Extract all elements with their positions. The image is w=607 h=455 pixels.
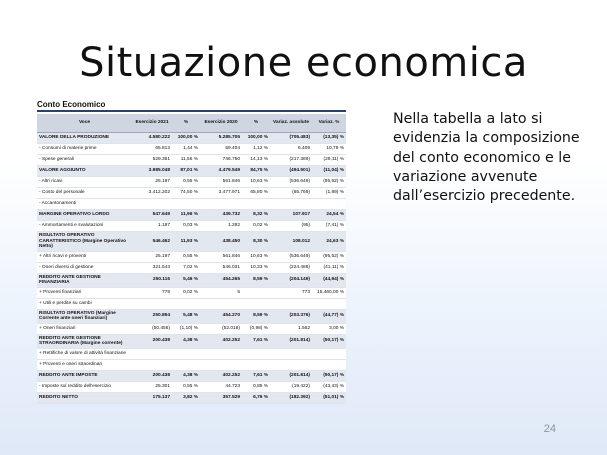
table-cell: 321.543 [132, 262, 172, 273]
table-cell [312, 348, 346, 359]
table-cell: 5 [200, 287, 242, 298]
table-cell: 1.187 [132, 221, 172, 232]
row-label: + Utili e perdite su cambi [37, 298, 132, 309]
table-cell: (44,77) % [312, 309, 346, 323]
table-cell: 6,76 % [242, 392, 270, 403]
table-cell: 357.529 [200, 392, 242, 403]
table-cell: 438.450 [200, 232, 242, 252]
row-label: RISULTATO OPERATIVO (Margine Corrente ante oneri finanziari) [37, 309, 132, 323]
table-cell: 773 [270, 287, 312, 298]
table-cell [172, 298, 200, 309]
row-label: VALORE DELLA PRODUZIONE [37, 133, 132, 144]
table-row [37, 359, 346, 370]
table-cell: 3,82 % [172, 392, 200, 403]
table-cell: 100,00 % [172, 133, 200, 144]
row-label: + Oneri finanziari [37, 323, 132, 334]
table-row [37, 251, 346, 262]
table-cell: 547.649 [132, 210, 172, 221]
table-cell: (536.649) [270, 251, 312, 262]
table-cell: 8,59 % [242, 309, 270, 323]
table-cell: 11,56 % [172, 155, 200, 166]
row-label: - Oneri diversi di gestione [37, 262, 132, 273]
table-cell: 7,61 % [242, 370, 270, 381]
table-caption: Conto Economico [37, 100, 346, 112]
table-cell: 0,85 % [242, 381, 270, 392]
table-cell [200, 348, 242, 359]
page-number: 24 [543, 423, 556, 435]
table-cell: 65,80 % [242, 188, 270, 199]
table-cell: 65.813 [132, 144, 172, 155]
table-cell: (51,01) % [312, 392, 346, 403]
table-cell [270, 199, 312, 210]
table-cell: (29,11) % [312, 155, 346, 166]
table-cell: 0,02 % [242, 221, 270, 232]
table-cell: 25.197 [132, 177, 172, 188]
table-cell [242, 287, 270, 298]
table-cell: 59.404 [200, 144, 242, 155]
table-cell: 3,00 % [312, 323, 346, 334]
table-cell: (65.769) [270, 188, 312, 199]
table-cell [132, 199, 172, 210]
table-cell: 4.479.549 [200, 166, 242, 177]
table-row-total [37, 210, 346, 221]
table-cell [172, 359, 200, 370]
table-row-total [37, 309, 346, 323]
column-header: Esercizio 2021 [132, 114, 172, 133]
table-cell: 25.197 [132, 251, 172, 262]
table-cell: (7,41) % [312, 221, 346, 232]
table-cell: 74,50 % [172, 188, 200, 199]
table-cell: 0,55 % [172, 381, 200, 392]
table-cell: 8,32 % [242, 210, 270, 221]
table-cell: 84,75 % [242, 166, 270, 177]
table-cell: (50.456) [132, 323, 172, 334]
table-row [37, 287, 346, 298]
table-cell: 24,63 % [312, 232, 346, 252]
table-cell: 0,55 % [172, 251, 200, 262]
table-cell: 3.412.202 [132, 188, 172, 199]
row-label: - Consumi di materie prime [37, 144, 132, 155]
table-row [37, 199, 346, 210]
table-cell: 4,38 % [172, 370, 200, 381]
table-row-total [37, 392, 346, 403]
table-cell [312, 199, 346, 210]
table-cell: 546.462 [132, 232, 172, 252]
table-row [37, 221, 346, 232]
table-cell: (536.649) [270, 177, 312, 188]
row-label: MARGINE OPERATIVO LORDO [37, 210, 132, 221]
table-cell: (95,52) % [312, 177, 346, 188]
table-cell: 1,12 % [242, 144, 270, 155]
table-cell [200, 298, 242, 309]
table-cell: (43,43) % [312, 381, 346, 392]
table-cell: (204.149) [270, 273, 312, 287]
table-cell [312, 359, 346, 370]
table-cell: 24,54 % [312, 210, 346, 221]
row-label: - Costo del personale [37, 188, 132, 199]
table-cell: 402.252 [200, 334, 242, 348]
row-label: RISULTATO OPERATIVO CARATTERISTICO (Margine Operativo Netto) [37, 232, 132, 252]
table-cell: 778 [132, 287, 172, 298]
row-label: + Rettifiche di valore di attività finanziarie [37, 348, 132, 359]
table-cell: 6.409 [270, 144, 312, 155]
table-cell [270, 348, 312, 359]
table-cell: (19.422) [270, 381, 312, 392]
table-row [37, 262, 346, 273]
table-row [37, 188, 346, 199]
row-label: - Spese generali [37, 155, 132, 166]
column-header: Voce [37, 114, 132, 133]
table-cell: 5,46 % [172, 273, 200, 287]
row-label: VALORE AGGIUNTO [37, 166, 132, 177]
table-cell: 8,30 % [242, 232, 270, 252]
table-cell [172, 199, 200, 210]
table-cell: (50,17) % [312, 370, 346, 381]
table-cell: 0,02 % [172, 287, 200, 298]
row-label: REDDITO ANTE GESTIONE FINANZIARIA [37, 273, 132, 287]
table-cell: (95,52) % [312, 251, 346, 262]
table-cell: (217.389) [270, 155, 312, 166]
table-cell: 11,93 % [172, 232, 200, 252]
row-label: REDDITO ANTE GESTIONE STRAORDINARIA (Margine corrente) [37, 334, 132, 348]
table-cell: 7,61 % [242, 334, 270, 348]
table-cell [242, 199, 270, 210]
table-cell [312, 298, 346, 309]
row-label: - Ammortamenti e svalutazioni [37, 221, 132, 232]
table-cell: 4.580.222 [132, 133, 172, 144]
table-cell: 7,02 % [172, 262, 200, 273]
table-body [37, 133, 346, 404]
income-statement-block [37, 100, 346, 404]
table-cell: 402.252 [200, 370, 242, 381]
table-row-total [37, 273, 346, 287]
table-row [37, 298, 346, 309]
row-label: REDDITO NETTO [37, 392, 132, 403]
table-cell: 529.361 [132, 155, 172, 166]
table-cell: 200.438 [132, 370, 172, 381]
table-cell: 10,33 % [242, 262, 270, 273]
column-header: Esercizio 2020 [200, 114, 242, 133]
table-cell: (1,89) % [312, 188, 346, 199]
row-label: + Altri ricavi e proventi [37, 251, 132, 262]
table-cell: (44,94) % [312, 273, 346, 287]
table-cell: 454.265 [200, 273, 242, 287]
table-row [37, 177, 346, 188]
table-cell: (201.814) [270, 334, 312, 348]
table-row [37, 323, 346, 334]
table-cell: 11,96 % [172, 210, 200, 221]
table-cell: (0,98) % [242, 323, 270, 334]
column-header: % [172, 114, 200, 133]
table-cell [270, 359, 312, 370]
table-row [37, 381, 346, 392]
table-row-total [37, 232, 346, 252]
table-cell: 10,63 % [242, 177, 270, 188]
table-cell: 15.460,00 % [312, 287, 346, 298]
table-cell: 250.894 [132, 309, 172, 323]
table-cell: 175.137 [132, 392, 172, 403]
table-cell: 3.477.971 [200, 188, 242, 199]
table-cell: 44.723 [200, 381, 242, 392]
table-cell [242, 348, 270, 359]
table-cell: 8,59 % [242, 273, 270, 287]
table-cell: 4,38 % [172, 334, 200, 348]
row-label: + Proventi finanziari [37, 287, 132, 298]
table-cell: 25.301 [132, 381, 172, 392]
table-header-row [37, 114, 346, 133]
table-cell: 100,00 % [242, 133, 270, 144]
table-cell: 561.846 [200, 251, 242, 262]
table-cell: (705.483) [270, 133, 312, 144]
row-label: - Altri ricavi [37, 177, 132, 188]
table-cell: 0,55 % [172, 177, 200, 188]
table-cell: 3.985.048 [132, 166, 172, 177]
table-cell: 107.917 [270, 210, 312, 221]
table-cell [200, 359, 242, 370]
table-cell [132, 348, 172, 359]
slide-title: Situazione economica [79, 40, 528, 86]
table-cell: 10,79 % [312, 144, 346, 155]
table-cell: 561.846 [200, 177, 242, 188]
table-cell: (201.814) [270, 370, 312, 381]
table-row [37, 348, 346, 359]
table-row-total [37, 166, 346, 177]
table-cell: 10,63 % [242, 251, 270, 262]
row-label: REDDITO ANTE IMPOSTE [37, 370, 132, 381]
row-label: - Imposte sul reddito dell'esercizio [37, 381, 132, 392]
income-statement-table [37, 114, 346, 404]
slide-description: Nella tabella a lato si evidenzia la composizione del conto economico e le variazione avvenute dall’esercizio precedente. [393, 111, 580, 205]
table-cell [200, 199, 242, 210]
column-header: Variaz. assolute [270, 114, 312, 133]
table-cell: 439.732 [200, 210, 242, 221]
table-cell: 87,01 % [172, 166, 200, 177]
table-cell: 746.750 [200, 155, 242, 166]
table-cell: 1,44 % [172, 144, 200, 155]
table-cell: (182.392) [270, 392, 312, 403]
row-label: - Accantonamenti [37, 199, 132, 210]
table-cell: 546.031 [200, 262, 242, 273]
table-row-total [37, 334, 346, 348]
table-cell: (95) [270, 221, 312, 232]
table-cell: (203.376) [270, 309, 312, 323]
table-row [37, 155, 346, 166]
row-label: + Proventi e oneri straordinari [37, 359, 132, 370]
table-cell: (41,11) % [312, 262, 346, 273]
table-cell: 200.438 [132, 334, 172, 348]
column-header: Variaz. % [312, 114, 346, 133]
table-cell: (52.018) [200, 323, 242, 334]
table-cell: 1.282 [200, 221, 242, 232]
table-cell [270, 298, 312, 309]
table-cell: 250.116 [132, 273, 172, 287]
table-cell: (1,10) % [172, 323, 200, 334]
table-row-total [37, 133, 346, 144]
table-cell: 108.012 [270, 232, 312, 252]
table-cell: 0,03 % [172, 221, 200, 232]
table-cell: (13,35) % [312, 133, 346, 144]
table-cell: 1.562 [270, 323, 312, 334]
table-cell: (224.488) [270, 262, 312, 273]
table-cell [242, 298, 270, 309]
table-cell [172, 348, 200, 359]
table-cell: 454.270 [200, 309, 242, 323]
table-cell: 5.285.705 [200, 133, 242, 144]
table-cell [242, 359, 270, 370]
table-cell: (494.501) [270, 166, 312, 177]
table-cell: 14,13 % [242, 155, 270, 166]
table-cell [132, 298, 172, 309]
column-header: % [242, 114, 270, 133]
table-cell: (50,17) % [312, 334, 346, 348]
table-row [37, 144, 346, 155]
table-cell: 5,48 % [172, 309, 200, 323]
table-cell: (11,04) % [312, 166, 346, 177]
table-cell [132, 359, 172, 370]
table-row-total [37, 370, 346, 381]
